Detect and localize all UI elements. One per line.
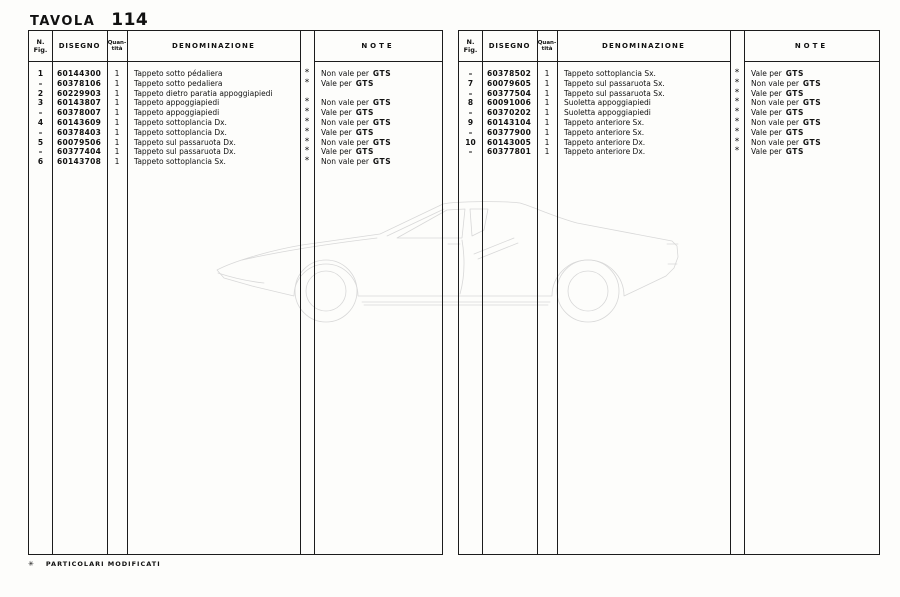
header-quantita-line1: Quan- (537, 39, 557, 46)
denominazione-text: Tappeto sul passaruota Sx. (564, 88, 665, 98)
quantity-value: 1 (544, 88, 550, 98)
note-model: GTS (372, 157, 392, 167)
note-asterisk: * (304, 116, 310, 127)
note-asterisk: * (304, 126, 310, 137)
header-denominazione (127, 31, 300, 62)
note-text (314, 69, 442, 79)
denominazione-text: Tappeto anteriore Dx. (564, 137, 646, 147)
note-text (744, 138, 879, 148)
note-text (744, 79, 879, 89)
note-text (744, 89, 879, 99)
note-text (314, 79, 442, 89)
disegno-number: 60378106 (57, 78, 102, 88)
disegno-number: 60229903 (57, 88, 102, 98)
note-prefix: Vale per (321, 108, 352, 118)
denominazione-text: Tappeto sotto pédaliera (134, 69, 223, 78)
table-row (459, 89, 879, 99)
note-prefix: Vale per (751, 147, 782, 157)
header-fig-line1: N. (466, 38, 475, 46)
table-row (459, 69, 879, 79)
table-row (459, 98, 879, 108)
table-body (459, 62, 879, 554)
header-note-label: NOTE (794, 42, 829, 50)
note-text (314, 138, 442, 148)
denominazione-text: Tappeto anteriore Sx. (564, 117, 645, 127)
note-asterisk: * (734, 146, 740, 157)
note-prefix: Non vale per (321, 137, 369, 147)
table-header-row (29, 31, 442, 62)
footer-legend-text: PARTICOLARI MODIFICATI (45, 560, 161, 568)
note-prefix: Non vale per (751, 98, 799, 108)
quantity-value: 1 (544, 78, 550, 88)
note-model: GTS (372, 69, 392, 78)
note-prefix: Vale per (321, 78, 352, 88)
note-asterisk: * (734, 77, 740, 88)
header-denominazione (557, 31, 730, 62)
table-header-row (459, 31, 879, 62)
header-disegno (52, 31, 107, 62)
note-text (744, 118, 879, 128)
note-model: GTS (785, 69, 805, 78)
quantity-value: 1 (114, 137, 120, 147)
table-row (459, 118, 879, 128)
fig-number: 4 (37, 117, 44, 127)
note-asterisk: * (304, 97, 310, 108)
header-note (744, 31, 879, 62)
header-quantita (537, 31, 557, 62)
header-fig (459, 31, 482, 62)
disegno-number: 60377504 (487, 88, 532, 98)
quantity-value: 1 (114, 98, 120, 108)
disegno-number: 60079506 (57, 137, 102, 147)
disegno-number: 60144300 (57, 69, 102, 78)
note-asterisk: * (734, 116, 740, 127)
note-asterisk: * (734, 136, 740, 147)
denominazione-text: Tappeto sul passaruota Dx. (134, 147, 236, 157)
note-asterisk: * (304, 156, 310, 167)
denominazione-text: Tappeto sul passaruota Dx. (134, 137, 236, 147)
quantity-value: 1 (114, 69, 120, 78)
header-note (314, 31, 442, 62)
note-prefix: Vale per (751, 88, 782, 98)
header-fig (29, 31, 52, 62)
denominazione-text: Tappeto dietro paratia appoggiapiedi (134, 88, 273, 98)
header-denominazione-label: DENOMINAZIONE (601, 42, 686, 50)
disegno-number: 60143104 (487, 117, 532, 127)
disegno-number: 60091006 (487, 98, 532, 108)
note-asterisk: * (304, 68, 310, 78)
fig-number: – (468, 147, 473, 157)
note-prefix: Vale per (751, 108, 782, 118)
note-text (314, 108, 442, 118)
fig-number: 3 (37, 98, 44, 108)
header-note-label: NOTE (361, 42, 395, 50)
note-model: GTS (372, 98, 392, 108)
fig-number: 7 (467, 78, 474, 88)
note-asterisk: * (734, 87, 740, 98)
quantity-value: 1 (544, 69, 550, 78)
quantity-value: 1 (114, 88, 120, 98)
disegno-number: 60377900 (487, 127, 532, 137)
disegno-number: 60378403 (57, 127, 102, 137)
note-asterisk: * (734, 68, 740, 78)
note-model: GTS (355, 78, 375, 88)
fig-number: 10 (465, 137, 476, 147)
note-prefix: Vale per (751, 69, 782, 78)
note-prefix: Non vale per (751, 137, 799, 147)
denominazione-text: Tappeto sotto pedaliera (134, 78, 223, 88)
disegno-number: 60079605 (487, 78, 532, 88)
note-prefix: Vale per (321, 147, 352, 157)
header-quantita-line2: tità (541, 46, 553, 52)
table-row (29, 108, 442, 118)
quantity-value: 1 (544, 98, 550, 108)
note-text (744, 69, 879, 79)
quantity-value: 1 (114, 127, 120, 137)
note-model: GTS (802, 78, 822, 88)
tavola-number: 114 (111, 10, 149, 30)
header-denominazione-label: DENOMINAZIONE (171, 42, 256, 50)
note-text (744, 98, 879, 108)
fig-number: – (468, 69, 473, 78)
note-prefix: Non vale per (751, 78, 799, 88)
quantity-value: 1 (114, 78, 120, 88)
header-quantita (107, 31, 127, 62)
table-row (29, 89, 442, 99)
note-model: GTS (355, 147, 375, 157)
note-text (314, 98, 442, 108)
table-row (29, 147, 442, 157)
disegno-number: 60377404 (57, 147, 102, 157)
header-quantita-line2: tità (111, 46, 123, 52)
note-model: GTS (802, 98, 822, 108)
note-text (314, 147, 442, 157)
fig-number: 6 (37, 157, 44, 167)
quantity-value: 1 (544, 127, 550, 137)
quantity-value: 1 (114, 117, 120, 127)
note-model: GTS (355, 127, 375, 137)
table-row (29, 157, 442, 167)
note-text (314, 118, 442, 128)
header-asterisk-column (730, 31, 744, 62)
fig-number: 2 (37, 88, 44, 98)
note-text (314, 157, 442, 167)
table-row (29, 138, 442, 148)
header-disegno (482, 31, 537, 62)
denominazione-text: Tappeto sottoplancia Sx. (564, 69, 656, 78)
note-asterisk: * (304, 107, 310, 118)
denominazione-text: Tappeto sul passaruota Sx. (564, 78, 665, 88)
parts-table-right (458, 30, 880, 555)
quantity-value: 1 (114, 157, 120, 167)
note-model: GTS (802, 117, 822, 127)
note-text (744, 147, 879, 157)
header-quantita-line1: Quan- (107, 39, 127, 46)
note-text (314, 128, 442, 138)
quantity-value: 1 (114, 147, 120, 157)
page-title (30, 10, 148, 30)
table-row (29, 69, 442, 79)
table-row (459, 147, 879, 157)
note-prefix: Non vale per (321, 98, 369, 108)
denominazione-text: Tappeto appoggiapiedi (134, 108, 220, 118)
disegno-number: 60377801 (487, 147, 532, 157)
note-prefix: Vale per (321, 127, 352, 137)
note-asterisk: * (304, 146, 310, 157)
note-asterisk: * (734, 107, 740, 118)
fig-number: – (468, 88, 473, 98)
note-model: GTS (372, 137, 392, 147)
note-model: GTS (785, 147, 805, 157)
denominazione-text: Suoletta appoggiapiedi (564, 108, 651, 118)
fig-number: 8 (467, 98, 474, 108)
table-row (29, 128, 442, 138)
note-text (744, 108, 879, 118)
note-asterisk: * (734, 97, 740, 108)
quantity-value: 1 (114, 108, 120, 118)
note-asterisk: * (734, 126, 740, 137)
fig-number: – (468, 108, 473, 118)
parts-table-left (28, 30, 443, 555)
note-text (744, 128, 879, 138)
tavola-label: TAVOLA (30, 14, 96, 29)
table-row (459, 138, 879, 148)
disegno-number: 60378502 (487, 69, 532, 78)
denominazione-text: Tappeto sottoplancia Sx. (134, 157, 226, 167)
denominazione-text: Tappeto appoggiapiedi (134, 98, 220, 108)
note-text (314, 89, 442, 99)
disegno-number: 60143807 (57, 98, 102, 108)
disegno-number: 60143005 (487, 137, 532, 147)
note-model: GTS (355, 108, 375, 118)
disegno-number: 60143609 (57, 117, 102, 127)
note-model: GTS (372, 117, 392, 127)
table-row (29, 118, 442, 128)
disegno-number: 60378007 (57, 108, 102, 118)
fig-number: – (38, 108, 43, 118)
fig-number: – (38, 78, 43, 88)
header-asterisk-column (300, 31, 314, 62)
header-disegno-label: DISEGNO (58, 42, 101, 50)
note-prefix: Vale per (751, 127, 782, 137)
note-model: GTS (785, 127, 805, 137)
quantity-value: 1 (544, 108, 550, 118)
header-fig-line1: N. (36, 38, 45, 46)
note-asterisk: * (304, 136, 310, 147)
quantity-value: 1 (544, 147, 550, 157)
note-asterisk: * (304, 77, 310, 88)
table-row (459, 128, 879, 138)
note-model: GTS (802, 137, 822, 147)
quantity-value: 1 (544, 117, 550, 127)
header-disegno-label: DISEGNO (488, 42, 531, 50)
disegno-number: 60143708 (57, 157, 102, 167)
denominazione-text: Tappeto anteriore Sx. (564, 127, 645, 137)
disegno-number: 60370202 (487, 108, 532, 118)
table-row (29, 98, 442, 108)
denominazione-text: Tappeto sottoplancia Dx. (134, 127, 227, 137)
denominazione-text: Tappeto sottoplancia Dx. (134, 117, 227, 127)
table-row (29, 79, 442, 89)
note-prefix: Non vale per (321, 69, 369, 78)
fig-number: 5 (37, 137, 44, 147)
note-prefix: Non vale per (751, 117, 799, 127)
footer-legend (28, 560, 161, 568)
asterisk-icon: ✳ (28, 560, 34, 568)
fig-number: – (38, 127, 43, 137)
fig-number: 1 (37, 69, 44, 78)
fig-number: – (468, 127, 473, 137)
header-fig-line2: Fig. (463, 46, 478, 54)
header-fig-line2: Fig. (33, 46, 48, 54)
note-model: GTS (785, 88, 805, 98)
table-row (459, 108, 879, 118)
denominazione-text: Suoletta appoggiapiedi (564, 98, 651, 108)
table-body (29, 62, 442, 554)
note-prefix: Non vale per (321, 157, 369, 167)
denominazione-text: Tappeto anteriore Dx. (564, 147, 646, 157)
note-model: GTS (785, 108, 805, 118)
fig-number: – (38, 147, 43, 157)
note-prefix: Non vale per (321, 117, 369, 127)
fig-number: 9 (467, 117, 474, 127)
quantity-value: 1 (544, 137, 550, 147)
table-row (459, 79, 879, 89)
